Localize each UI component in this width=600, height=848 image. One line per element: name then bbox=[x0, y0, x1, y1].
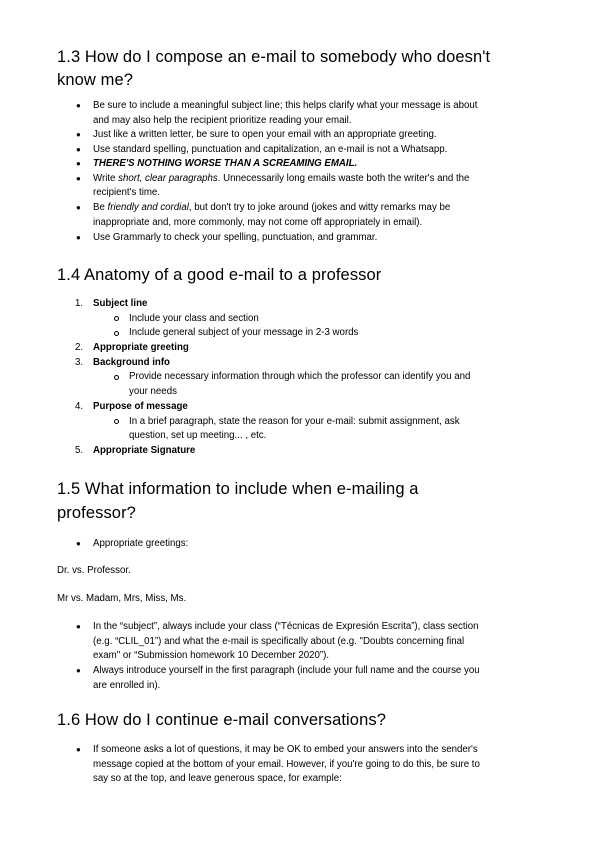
bullet-icon: ● bbox=[76, 144, 81, 154]
bullet-text-prefix: Write bbox=[93, 172, 119, 184]
list-item-label: Background info bbox=[93, 356, 170, 368]
sub-item-text: Include your class and section bbox=[129, 312, 259, 324]
heading-1-3-line1: 1.3 How do I compose an e-mail to somebody who doesn't bbox=[57, 48, 491, 66]
sub-bullet-icon bbox=[114, 375, 119, 380]
heading-1-6: 1.6 How do I continue e-mail conversations? bbox=[57, 711, 386, 729]
bullet-text: Appropriate greetings: bbox=[93, 538, 189, 549]
bullet-text: (e.g. “CLIL_01”) and what the e-mail is specifically about (e.g. "Doubts concerning final bbox=[93, 635, 465, 647]
list-item-label: Subject line bbox=[93, 298, 148, 309]
bullet-text-rest: . Unnecessarily long emails waste both the writer's and the bbox=[217, 172, 470, 184]
bullet-text bbox=[93, 172, 469, 187]
bullet-icon: ● bbox=[76, 173, 81, 183]
paragraph: Mr vs. Madam, Mrs, Miss, Ms. bbox=[57, 593, 187, 604]
heading-1-5-line2: professor? bbox=[57, 504, 136, 522]
list-number: 4. bbox=[75, 401, 84, 412]
heading-1-3-line2: know me? bbox=[57, 71, 134, 89]
sub-bullet-icon bbox=[114, 316, 119, 321]
bullet-text: Use Grammarly to check your spelling, punctuation, and grammar. bbox=[93, 231, 378, 243]
bullet-icon: ● bbox=[76, 101, 81, 110]
bullet-text-emphasis: THERE'S NOTHING WORSE THAN A SCREAMING EMAIL. bbox=[93, 158, 358, 169]
bullet-text: and may also help the recipient prioritize reading your email. bbox=[93, 114, 352, 126]
sub-item-text: question, set up meeting... , etc. bbox=[129, 430, 267, 441]
heading-1-5-line1: 1.5 What information to include when e-mailing a bbox=[57, 480, 419, 498]
list-number: 5. bbox=[75, 445, 84, 456]
list-item-label: Appropriate greeting bbox=[93, 342, 189, 353]
bullet-icon: ● bbox=[76, 232, 81, 242]
sub-bullet-icon bbox=[114, 331, 119, 336]
bullet-text: inappropriate and, more commonly, may not come off appropriately in email). bbox=[93, 216, 423, 228]
sub-bullet-icon bbox=[114, 419, 119, 424]
list-number: 3. bbox=[75, 356, 84, 368]
bullet-icon: ● bbox=[76, 159, 81, 168]
bullet-text-italic: short, clear paragraphs bbox=[118, 172, 218, 184]
bullet-icon: ● bbox=[76, 203, 81, 212]
bullet-icon: ● bbox=[76, 666, 81, 675]
heading-1-4: 1.4 Anatomy of a good e-mail to a professor bbox=[57, 266, 382, 284]
list-item-label: Purpose of message bbox=[93, 401, 188, 412]
bullet-text-prefix: Be bbox=[93, 202, 108, 213]
bullet-text-rest: , but don't try to joke around (jokes and witty remarks may be bbox=[188, 202, 451, 213]
bullet-text: Use standard spelling, punctuation and capitalization, an e-mail is not a Whatsapp. bbox=[93, 143, 448, 155]
bullet-text bbox=[93, 201, 450, 216]
paragraph: Dr. vs. Professor. bbox=[57, 565, 131, 576]
bullet-text: message copied at the bottom of your email. However, if you're going to do this, be sure to bbox=[93, 758, 480, 770]
bullet-text-italic: friendly and cordial bbox=[107, 202, 189, 213]
bullet-icon: ● bbox=[76, 539, 81, 548]
list-number: 2. bbox=[75, 342, 84, 353]
bullet-text: are enrolled in). bbox=[93, 679, 161, 691]
list-number: 1. bbox=[75, 298, 84, 309]
bullet-text: Just like a written letter, be sure to open your email with an appropriate greeting. bbox=[93, 129, 437, 140]
sub-item-text: Include general subject of your message in 2-3 words bbox=[129, 327, 359, 338]
bullet-text: Be sure to include a meaningful subject line; this helps clarify what your message is about bbox=[93, 100, 478, 111]
bullet-text: recipient's time. bbox=[93, 187, 160, 198]
bullet-text: say so at the top, and leave generous space, for example: bbox=[93, 773, 342, 784]
bullet-icon: ● bbox=[76, 130, 81, 139]
bullet-icon: ● bbox=[76, 622, 81, 631]
bullet-icon: ● bbox=[76, 745, 81, 754]
bullet-text: exam" or “Submission homework 10 December 2020”). bbox=[93, 650, 330, 661]
sub-item-text: In a brief paragraph, state the reason for your e-mail: submit assignment, ask bbox=[129, 415, 460, 427]
list-item-label: Appropriate Signature bbox=[93, 445, 196, 456]
bullet-text: If someone asks a lot of questions, it may be OK to embed your answers into the sender's bbox=[93, 744, 478, 755]
sub-item-text: your needs bbox=[129, 386, 177, 397]
bullet-text: Always introduce yourself in the first paragraph (include your full name and the course you bbox=[93, 665, 480, 676]
sub-item-text: Provide necessary information through which the professor can identify you and bbox=[129, 371, 471, 382]
bullet-text: In the “subject”, always include your class (“Técnicas de Expresión Escrita”), class section bbox=[93, 621, 479, 632]
